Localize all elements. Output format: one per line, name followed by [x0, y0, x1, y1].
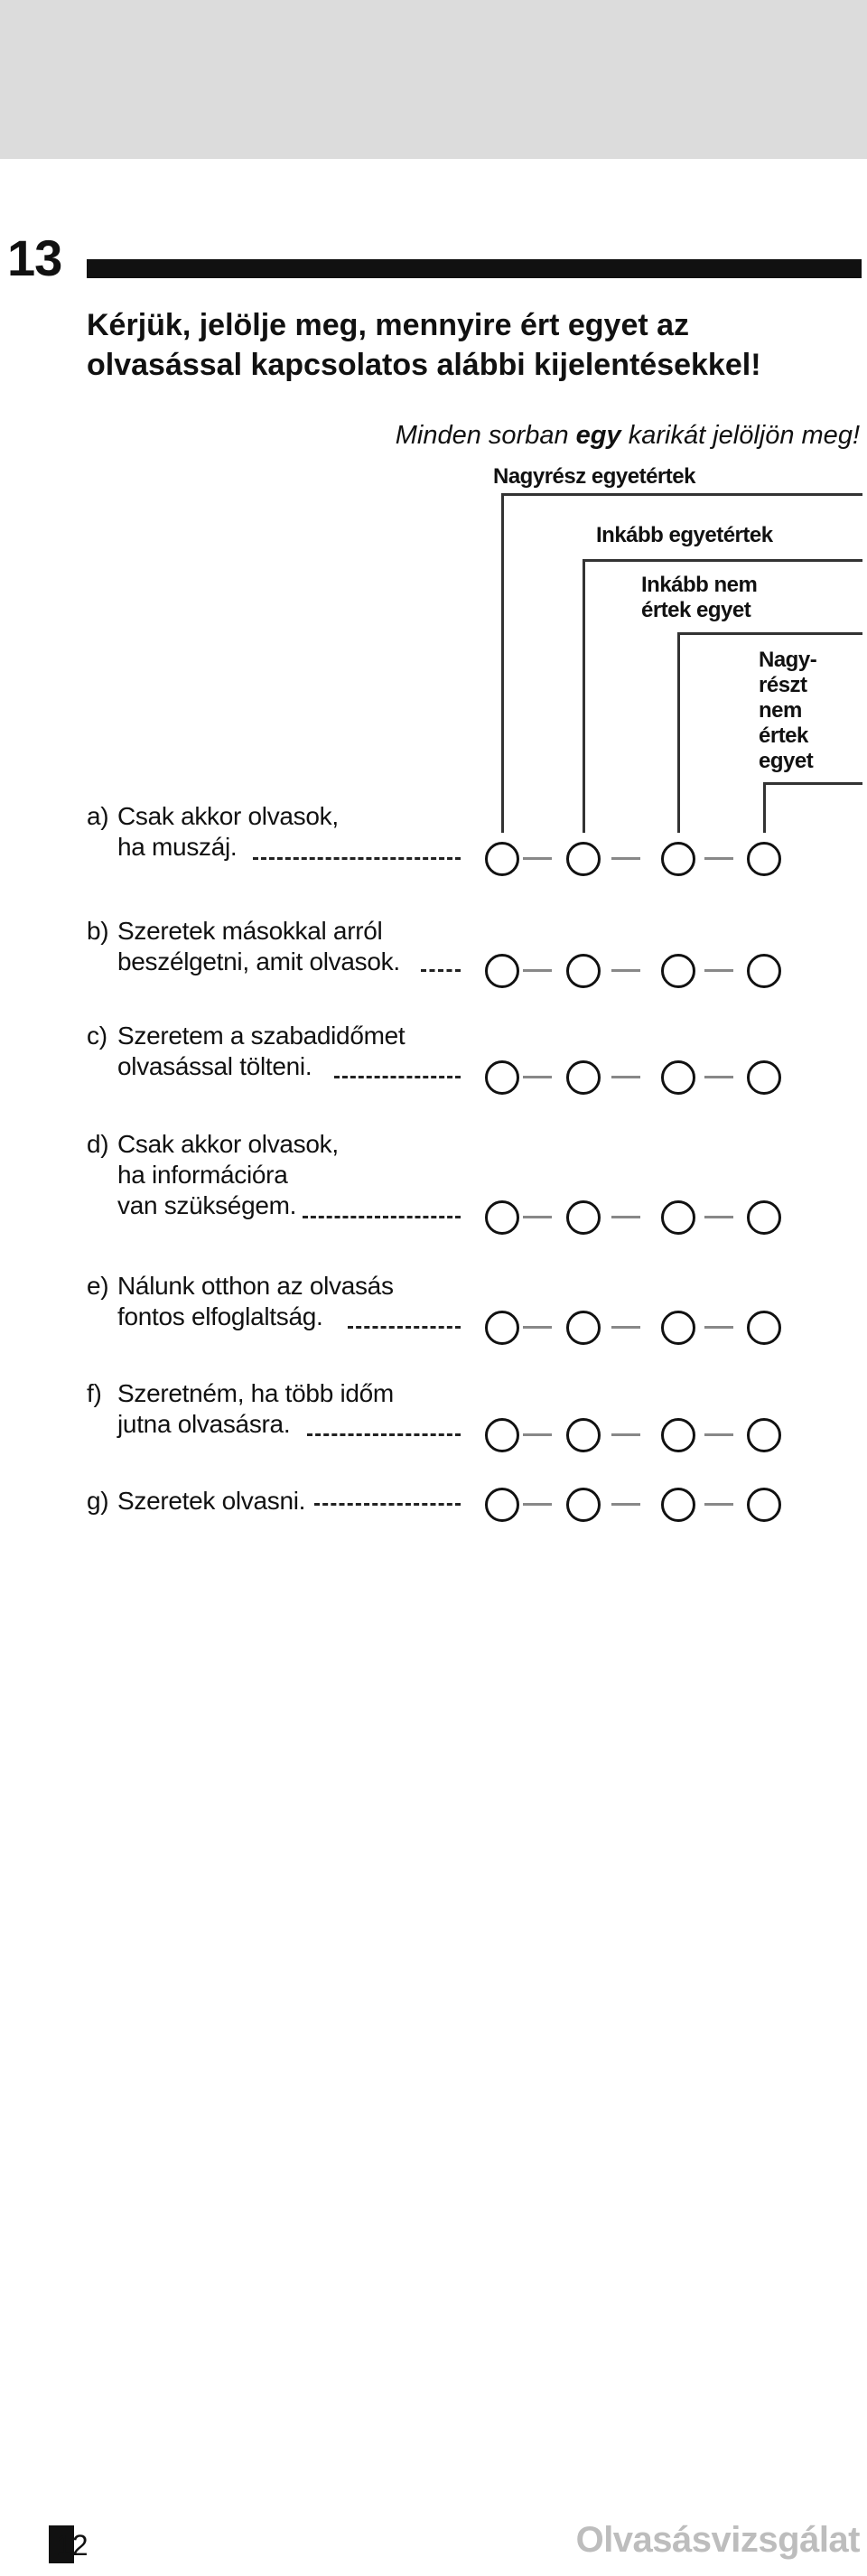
item-text-line: Nálunk otthon az olvasás	[117, 1272, 394, 1300]
top-gray-band	[0, 0, 867, 159]
item-g-option-1-radio[interactable]	[485, 1488, 519, 1522]
item-text-line: Szeretek másokkal arról	[117, 917, 383, 945]
item-letter: g)	[87, 1487, 109, 1515]
option-connector	[523, 857, 552, 860]
question-instruction: Kérjük, jelölje meg, mennyire ért egyet az olvasással kapcsolatos alábbi kijelentésekkel!	[87, 308, 761, 382]
item-c-option-2-radio[interactable]	[566, 1060, 601, 1095]
option-connector	[704, 1433, 733, 1436]
item-letter: f)	[87, 1379, 102, 1407]
item-d-option-2-radio[interactable]	[566, 1200, 601, 1235]
item-text-line: Szeretem a szabadidőmet	[117, 1022, 406, 1050]
option-connector	[611, 857, 640, 860]
item-a-option-1-radio[interactable]	[485, 842, 519, 876]
header-bracket-3	[677, 632, 862, 635]
item-letter: e)	[87, 1272, 109, 1300]
item-letter: a)	[87, 802, 109, 830]
option-connector	[704, 1076, 733, 1078]
item-b-option-4-radio[interactable]	[747, 954, 781, 988]
item-b-option-1-radio[interactable]	[485, 954, 519, 988]
item-d-label	[87, 1129, 339, 1221]
option-connector	[611, 1216, 640, 1218]
item-f-option-2-radio[interactable]	[566, 1418, 601, 1452]
page-number: 12	[56, 2529, 89, 2562]
item-f-option-4-radio[interactable]	[747, 1418, 781, 1452]
item-e-option-2-radio[interactable]	[566, 1311, 601, 1345]
column-header-line: nem	[759, 698, 802, 723]
item-a-option-3-radio[interactable]	[661, 842, 695, 876]
option-connector	[704, 1216, 733, 1218]
leader-dots	[314, 1503, 461, 1506]
column-header-4	[759, 648, 816, 774]
item-f-option-1-radio[interactable]	[485, 1418, 519, 1452]
item-text-line: Csak akkor olvasok,	[117, 1130, 339, 1158]
item-b-label	[87, 916, 400, 977]
option-connector	[611, 1503, 640, 1506]
item-g-option-4-radio[interactable]	[747, 1488, 781, 1522]
item-f-label	[87, 1378, 394, 1440]
item-text-line: Csak akkor olvasok,	[117, 802, 339, 830]
header-stem-4	[763, 782, 766, 833]
item-c-option-4-radio[interactable]	[747, 1060, 781, 1095]
leader-dots	[253, 857, 461, 860]
column-header-line: értek egyet	[641, 598, 751, 622]
item-text-line: jutna olvasásra.	[117, 1410, 291, 1438]
option-connector	[523, 1433, 552, 1436]
option-connector	[611, 1433, 640, 1436]
header-stem-3	[677, 632, 680, 833]
column-header-line: Inkább nem	[641, 573, 758, 597]
column-header-line: részt	[759, 673, 807, 697]
column-header-1	[493, 464, 695, 490]
leader-dots	[303, 1216, 461, 1218]
item-c-option-3-radio[interactable]	[661, 1060, 695, 1095]
option-connector	[704, 1326, 733, 1329]
item-d-option-1-radio[interactable]	[485, 1200, 519, 1235]
column-header-line: Nagyrész egyetértek	[493, 464, 695, 489]
item-text-line: beszélgetni, amit olvasok.	[117, 947, 400, 975]
item-letter: c)	[87, 1022, 107, 1050]
column-header-2	[596, 523, 773, 548]
item-letter: d)	[87, 1130, 109, 1158]
item-text-line: ha információra	[117, 1161, 288, 1189]
item-g-option-3-radio[interactable]	[661, 1488, 695, 1522]
item-e-option-4-radio[interactable]	[747, 1311, 781, 1345]
item-d-option-3-radio[interactable]	[661, 1200, 695, 1235]
option-connector	[704, 857, 733, 860]
option-connector	[523, 1326, 552, 1329]
note-text-before: Minden sorban	[395, 421, 576, 450]
option-connector	[611, 1076, 640, 1078]
item-letter: b)	[87, 917, 109, 945]
item-e-label	[87, 1271, 394, 1332]
header-bracket-1	[501, 493, 862, 496]
option-connector	[523, 1503, 552, 1506]
leader-dots	[307, 1433, 461, 1436]
column-header-line: Nagy-	[759, 648, 817, 672]
item-g-label	[87, 1486, 305, 1517]
header-bracket-2	[583, 559, 862, 562]
option-connector	[523, 1216, 552, 1218]
item-e-option-3-radio[interactable]	[661, 1311, 695, 1345]
item-a-option-2-radio[interactable]	[566, 842, 601, 876]
leader-dots	[348, 1326, 461, 1329]
column-header-3	[641, 573, 757, 623]
leader-dots	[334, 1076, 461, 1078]
option-connector	[523, 969, 552, 972]
item-c-label	[87, 1021, 405, 1082]
note-text-after: karikát jelöljön meg!	[620, 421, 860, 450]
item-text-line: van szükségem.	[117, 1191, 297, 1219]
option-connector	[704, 969, 733, 972]
item-text-line: fontos elfoglaltság.	[117, 1302, 323, 1330]
item-b-option-3-radio[interactable]	[661, 954, 695, 988]
item-text-line: ha muszáj.	[117, 833, 238, 861]
option-connector	[704, 1503, 733, 1506]
item-text-line: Szeretném, ha több időm	[117, 1379, 394, 1407]
option-connector	[611, 1326, 640, 1329]
item-a-label	[87, 801, 339, 863]
item-text-line: olvasással tölteni.	[117, 1052, 312, 1080]
option-connector	[523, 1076, 552, 1078]
header-stem-2	[583, 559, 585, 833]
option-connector	[611, 969, 640, 972]
item-d-option-4-radio[interactable]	[747, 1200, 781, 1235]
column-header-line: értek	[759, 723, 808, 748]
note-text-bold: egy	[575, 421, 621, 450]
column-header-line: Inkább egyetértek	[596, 523, 773, 547]
item-e-option-1-radio[interactable]	[485, 1311, 519, 1345]
header-bracket-4	[763, 782, 862, 785]
leader-dots	[421, 969, 461, 972]
item-b-option-2-radio[interactable]	[566, 954, 601, 988]
column-header-line: egyet	[759, 749, 814, 773]
header-stem-1	[501, 493, 504, 833]
header-rule	[87, 259, 862, 278]
footer-brand: Olvasásvizsgálat	[575, 2520, 860, 2560]
item-text-line: Szeretek olvasni.	[117, 1487, 306, 1515]
item-c-option-1-radio[interactable]	[485, 1060, 519, 1095]
item-f-option-3-radio[interactable]	[661, 1418, 695, 1452]
item-g-option-2-radio[interactable]	[566, 1488, 601, 1522]
item-a-option-4-radio[interactable]	[747, 842, 781, 876]
question-number: 13	[7, 229, 62, 286]
answer-instruction	[396, 421, 860, 451]
